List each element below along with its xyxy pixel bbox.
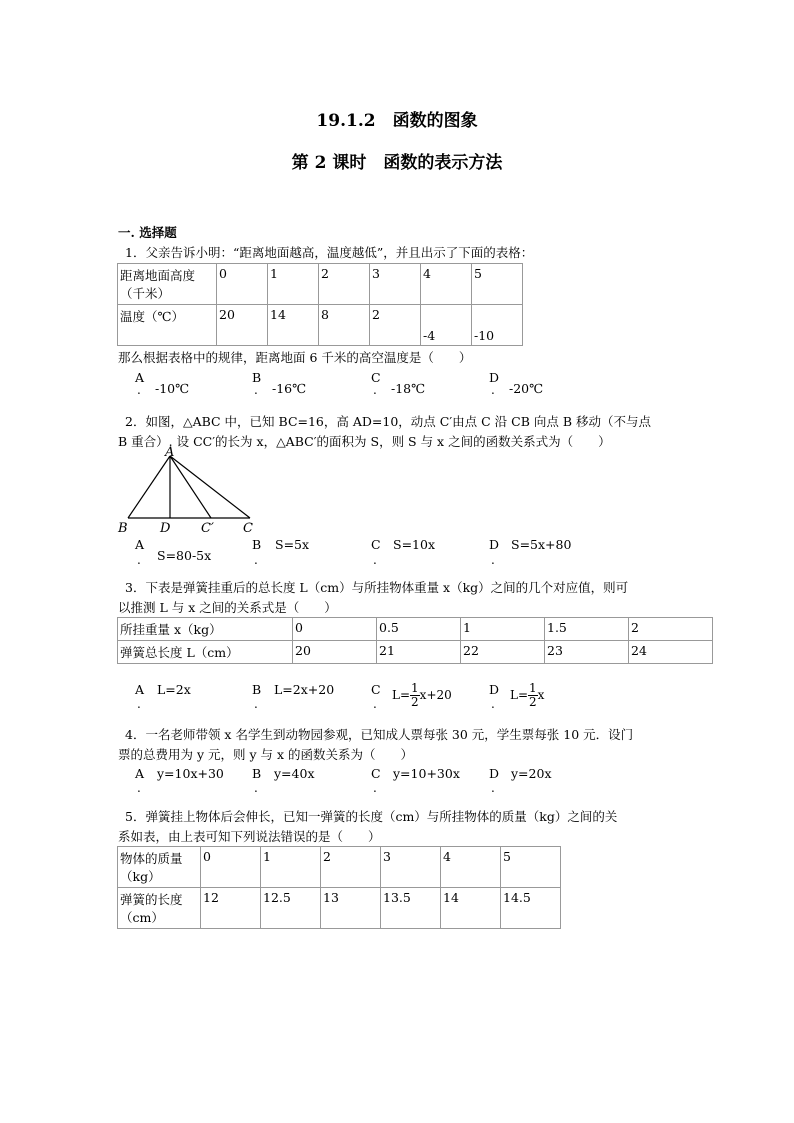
table-cell: 2 <box>629 618 713 641</box>
q4-option-c-dot: . <box>373 781 377 795</box>
q4-option-b-letter[interactable]: B <box>252 766 262 781</box>
table-cell: 弹簧总长度 L（cm） <box>118 641 293 664</box>
label-c: C <box>243 521 253 536</box>
q2-option-d-letter[interactable]: D <box>489 537 500 552</box>
q1-option-c[interactable]: -18℃ <box>391 381 426 396</box>
table-row <box>118 264 523 305</box>
triangle-figure <box>115 446 265 538</box>
q1-table <box>117 263 523 346</box>
page-title: 19.1.2 函数的图象 <box>316 111 478 131</box>
q4-option-b-dot: . <box>254 781 258 795</box>
table-cell: 弹簧的长度 （cm） <box>118 888 201 929</box>
q5-line2: 系如表，由上表可知下列说法错误的是（ ） <box>118 829 381 844</box>
table-cell: 8 <box>319 305 370 346</box>
table-cell: 4 <box>441 847 501 888</box>
q5-table <box>117 846 561 929</box>
q4-option-d[interactable]: y=20x <box>511 766 552 781</box>
q2-option-b[interactable]: S=5x <box>275 537 310 552</box>
table-cell: -10 <box>472 305 523 346</box>
table-cell: 2 <box>319 264 370 305</box>
table-cell: 1.5 <box>545 618 629 641</box>
q2-option-b-dot: . <box>254 553 258 567</box>
q1-option-d-dot: . <box>491 383 495 397</box>
q2-option-d-dot: . <box>491 553 495 567</box>
q4-option-a[interactable]: y=10x+30 <box>157 766 224 781</box>
label-d: D <box>160 521 171 536</box>
q1-option-b[interactable]: -16℃ <box>272 381 307 396</box>
q1-question: 那么根据表格中的规律，距离地面 6 千米的高空温度是（ ） <box>118 350 472 365</box>
label-a: A <box>165 446 175 460</box>
table-cell: 14 <box>268 305 319 346</box>
table-cell: 12.5 <box>261 888 321 929</box>
q4-option-b[interactable]: y=40x <box>274 766 315 781</box>
q3-option-d-dot: . <box>491 697 495 711</box>
table-cell: 1 <box>268 264 319 305</box>
q3-option-c-dot: . <box>373 697 377 711</box>
side-ab <box>128 456 170 518</box>
q1-option-b-dot: . <box>254 383 258 397</box>
table-cell: 0.5 <box>377 618 461 641</box>
q4-line2: 票的总费用为 y 元，则 y 与 x 的函数关系为（ ） <box>118 747 414 762</box>
table-cell: 温度（℃） <box>118 305 217 346</box>
table-cell: 5 <box>501 847 561 888</box>
q2-line1: 2．如图，△ABC 中，已知 BC=16，高 AD=10，动点 C′由点 C 沿 CB 向点 B 移动（不与点 <box>125 414 652 429</box>
q3-option-b-dot: . <box>254 697 258 711</box>
table-cell: 21 <box>377 641 461 664</box>
q4-option-a-dot: . <box>137 781 141 795</box>
q3-option-a-letter[interactable]: A <box>135 682 145 697</box>
q2-option-a-dot: . <box>137 553 141 567</box>
q1-option-a[interactable]: -10℃ <box>155 381 190 396</box>
q5-line1: 5．弹簧挂上物体后会伸长，已知一弹簧的长度（cm）与所挂物体的质量（kg）之间的关 <box>125 809 618 824</box>
label-b: B <box>118 521 128 536</box>
q2-line2: B 重合）. 设 CC′的长为 x，△ABC′的面积为 S，则 S 与 x 之间的函数关系式为（ ） <box>118 434 611 449</box>
table-cell: 13 <box>321 888 381 929</box>
table-cell: 14 <box>441 888 501 929</box>
q1-text: 1．父亲告诉小明：“距离地面越高，温度越低”，并且出示了下面的表格： <box>125 245 534 260</box>
q1-option-d[interactable]: -20℃ <box>509 381 544 396</box>
table-cell: 距离地面高度 （千米） <box>118 264 217 305</box>
table-cell: 3 <box>370 264 421 305</box>
table-row <box>118 847 561 888</box>
q4-option-a-letter[interactable]: A <box>135 766 145 781</box>
page-subtitle: 第 2 课时 函数的表示方法 <box>291 153 503 173</box>
q1-option-c-dot: . <box>373 383 377 397</box>
table-cell: 1 <box>461 618 545 641</box>
q4-option-c[interactable]: y=10+30x <box>393 766 460 781</box>
fraction: $\frac{1}{2}$ <box>411 681 419 709</box>
table-row <box>118 641 713 664</box>
table-cell: 2 <box>321 847 381 888</box>
table-row <box>118 305 523 346</box>
q1-option-a-dot: . <box>137 383 141 397</box>
q1-option-c-letter[interactable]: C <box>371 370 381 385</box>
q2-option-a[interactable]: S=80-5x <box>157 548 212 563</box>
q3-option-a-dot: . <box>137 697 141 711</box>
table-cell: 20 <box>293 641 377 664</box>
q2-option-c-letter[interactable]: C <box>371 537 381 552</box>
q1-option-d-letter[interactable]: D <box>489 370 500 385</box>
table-cell: 5 <box>472 264 523 305</box>
q2-option-c[interactable]: S=10x <box>393 537 435 552</box>
table-row <box>118 888 561 929</box>
q2-option-d[interactable]: S=5x+80 <box>511 537 572 552</box>
table-cell: 23 <box>545 641 629 664</box>
table-cell: 20 <box>217 305 268 346</box>
table-cell: 22 <box>461 641 545 664</box>
table-cell: 0 <box>293 618 377 641</box>
table-cell: 1 <box>261 847 321 888</box>
segment-ac-prime <box>170 456 211 518</box>
q3-option-c-letter[interactable]: C <box>371 682 381 697</box>
q2-option-a-letter[interactable]: A <box>135 537 145 552</box>
table-cell: 3 <box>381 847 441 888</box>
table-cell: 24 <box>629 641 713 664</box>
q4-line1: 4．一名老师带领 x 名学生到动物园参观，已知成人票每张 30 元，学生票每张 10 元．设门 <box>125 727 634 742</box>
q3-table <box>117 617 713 664</box>
table-cell: 4 <box>421 264 472 305</box>
q1-option-a-letter[interactable]: A <box>135 370 145 385</box>
q3-option-d[interactable]: L= $\frac{1}{2}$ x <box>510 681 545 709</box>
q3-line2: 以推测 L 与 x 之间的关系式是（ ） <box>118 600 337 615</box>
fraction: $\frac{1}{2}$ <box>529 681 537 709</box>
section-heading: 一. 选择题 <box>118 225 177 240</box>
label-c-prime: C′ <box>201 521 214 536</box>
q3-option-a[interactable]: L=2x <box>157 682 191 697</box>
side-ac <box>170 456 250 518</box>
table-cell: 14.5 <box>501 888 561 929</box>
table-row <box>118 618 713 641</box>
q4-option-c-letter[interactable]: C <box>371 766 381 781</box>
table-cell: 0 <box>217 264 268 305</box>
table-cell: 13.5 <box>381 888 441 929</box>
q3-option-c[interactable]: L= $\frac{1}{2}$ x+20 <box>392 681 452 709</box>
q2-option-b-letter[interactable]: B <box>252 537 262 552</box>
q3-option-d-letter[interactable]: D <box>489 682 500 697</box>
table-cell: 物体的质量 （kg） <box>118 847 201 888</box>
q2-option-c-dot: . <box>373 553 377 567</box>
q4-option-d-letter[interactable]: D <box>489 766 500 781</box>
q3-option-b-letter[interactable]: B <box>252 682 262 697</box>
table-cell: 0 <box>201 847 261 888</box>
table-cell: -4 <box>421 305 472 346</box>
table-cell: 12 <box>201 888 261 929</box>
table-cell: 2 <box>370 305 421 346</box>
table-cell: 所挂重量 x（kg） <box>118 618 293 641</box>
q1-option-b-letter[interactable]: B <box>252 370 262 385</box>
q3-line1: 3．下表是弹簧挂重后的总长度 L（cm）与所挂物体重量 x（kg）之间的几个对应值，则可 <box>125 580 629 595</box>
q4-option-d-dot: . <box>491 781 495 795</box>
q3-option-b[interactable]: L=2x+20 <box>274 682 335 697</box>
